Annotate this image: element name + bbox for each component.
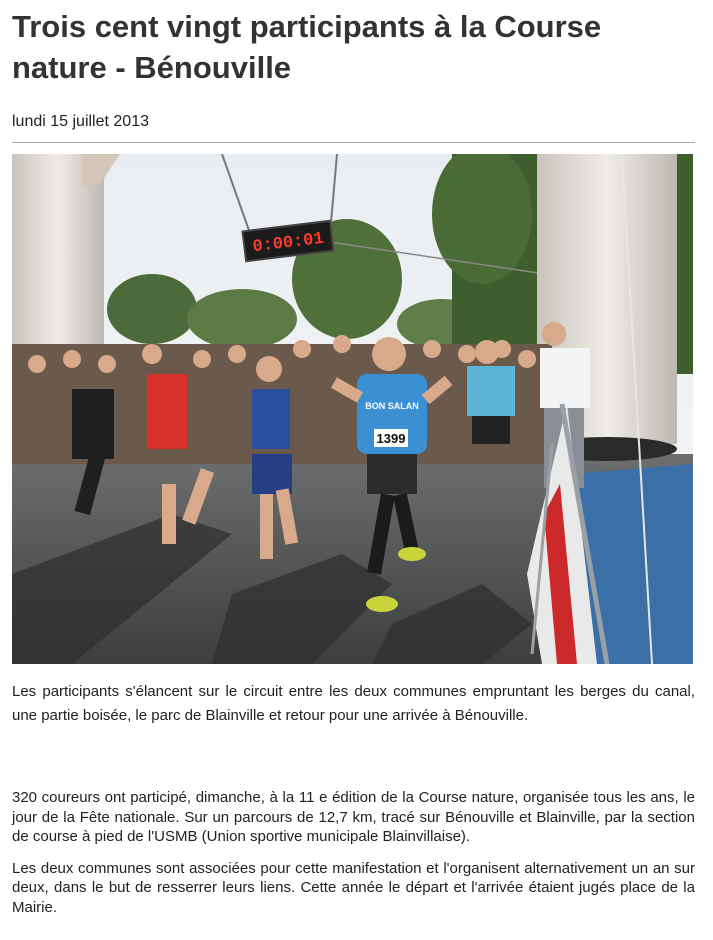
photo-caption: Les participants s'élancent sur le circuit entre les deux communes empruntant les berges du canal, une partie boisée, le parc de Blainville et retour pour une arrivée à Bénouville. bbox=[12, 683, 695, 724]
bib-number: 1399 bbox=[376, 431, 406, 446]
article-date: lundi 15 juillet 2013 bbox=[12, 113, 149, 130]
timer-display: 0:00:01 bbox=[251, 229, 325, 258]
article-paragraph-2: Les deux communes sont associées pour cette manifestation et l'organisent alternativement un an sur deux, dans le but de resserrer leurs liens. Cette année le départ et l'arrivée étaient jugés place de la Mairie. bbox=[12, 859, 695, 916]
article-paragraph-1: 320 coureurs ont participé, dimanche, à la 11 e édition de la Course nature, organisée tous les ans, le jour de la Fête nationale. Sur un parcours de 12,7 km, tracé sur Bénouville et Blainville, par la section de course à pied de l'USMB (Union sportive municipale Blainvillaise). bbox=[12, 789, 695, 845]
article-title: Trois cent vingt participants à la Course nature - Bénouville bbox=[12, 9, 602, 85]
title-divider bbox=[12, 142, 695, 143]
article bbox=[12, 0, 695, 917]
race-start-photo bbox=[12, 154, 693, 664]
shirt-print: BON SALAN bbox=[365, 401, 419, 411]
